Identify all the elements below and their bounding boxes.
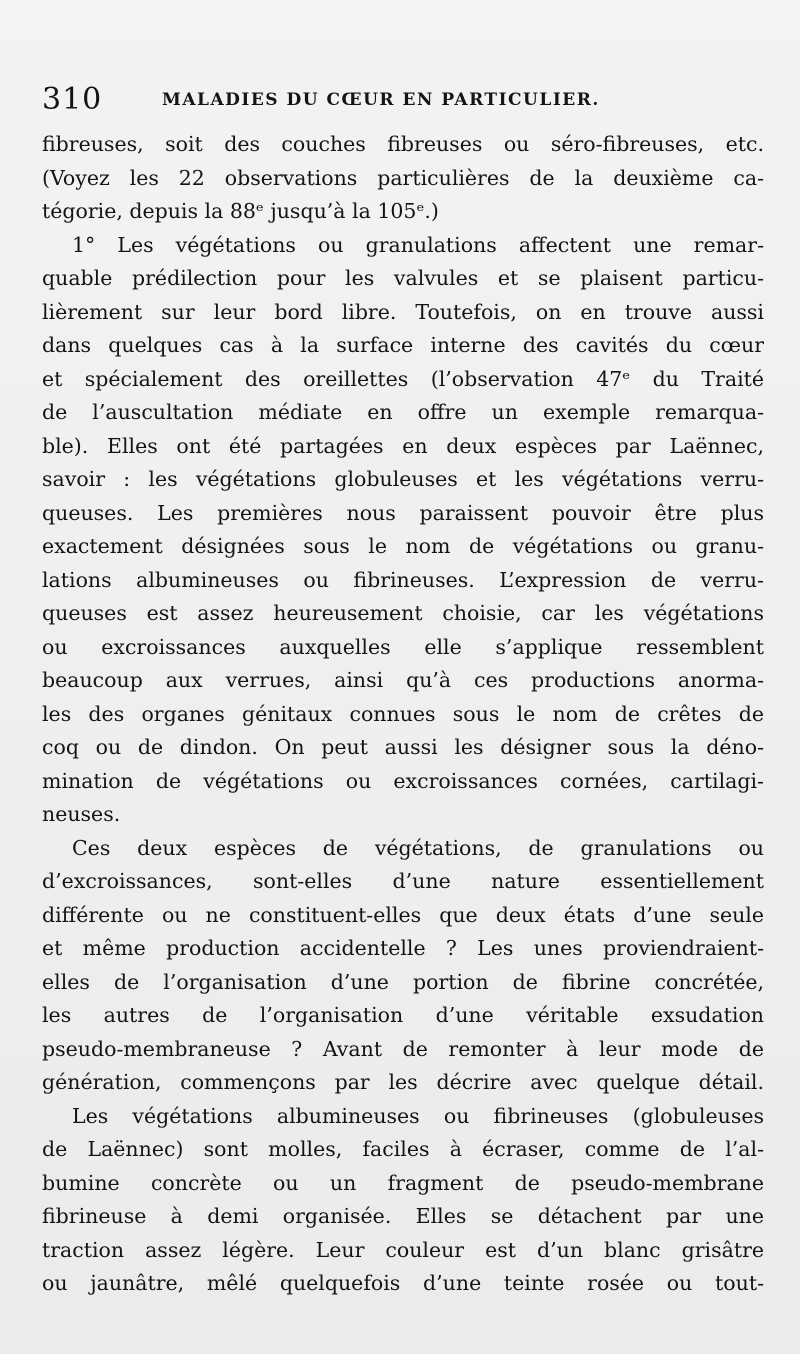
text-line: elles de l’organisation d’une portion de fibrine concrétée, bbox=[42, 969, 764, 994]
text-line: queuses. Les premières nous paraissent pouvoir être plus bbox=[42, 500, 764, 525]
page-number: 310 bbox=[42, 82, 103, 117]
text-line: quable prédilection pour les valvules et se plaisent particu- bbox=[42, 266, 764, 290]
text-line: les autres de l’organisation d’une véritable exsudation bbox=[42, 1003, 764, 1027]
text-line: tégorie, depuis la 88ᵉ jusqu’à la 105ᵉ.) bbox=[42, 199, 439, 223]
text-line: neuses. bbox=[42, 802, 121, 826]
text-line: les des organes génitaux connues sous le nom de crêtes de bbox=[42, 701, 764, 726]
text-line: pseudo-membraneuse ? Avant de remonter à leur mode de bbox=[42, 1036, 764, 1061]
text-line: fibrineuse à demi organisée. Elles se détachent par une bbox=[42, 1204, 764, 1228]
text-line: ble). Elles ont été partagées en deux espèces par Laënnec, bbox=[42, 433, 764, 458]
text-line: Ces deux espèces de végétations, de granulations ou bbox=[72, 835, 764, 860]
text-line: 1° Les végétations ou granulations affectent une remar- bbox=[72, 232, 764, 257]
text-line: ou jaunâtre, mêlé quelquefois d’une teinte rosée ou tout- bbox=[42, 1271, 764, 1295]
text-line: différente ou ne constituent-elles que deux états d’une seule bbox=[42, 902, 764, 927]
text-line: beaucoup aux verrues, ainsi qu’à ces productions anorma- bbox=[42, 668, 764, 692]
text-line: savoir : les végétations globuleuses et les végétations verru- bbox=[42, 467, 764, 491]
text-line: Les végétations albumineuses ou fibrineuses (globuleuses bbox=[72, 1103, 764, 1128]
text-line: et même production accidentelle ? Les unes proviendraient- bbox=[42, 936, 764, 960]
text-line: mination de végétations ou excroissances cornées, cartilagi- bbox=[42, 768, 764, 793]
body-text bbox=[42, 128, 764, 1301]
page-header bbox=[42, 78, 760, 122]
text-line: ou excroissances auxquelles elle s’applique ressemblent bbox=[42, 634, 764, 659]
text-line: de Laënnec) sont molles, faciles à écraser, comme de l’al- bbox=[42, 1137, 764, 1161]
text-line: coq ou de dindon. On peut aussi les désigner sous la déno- bbox=[42, 735, 764, 759]
text-line: de l’auscultation médiate en offre un exemple remarqua- bbox=[42, 400, 764, 424]
text-line: fibreuses, soit des couches fibreuses ou séro-fibreuses, etc. bbox=[42, 132, 764, 156]
text-line: d’excroissances, sont-elles d’une nature essentiellement bbox=[42, 869, 764, 893]
text-line: traction assez légère. Leur couleur est d’un blanc grisâtre bbox=[42, 1237, 764, 1262]
text-line: bumine concrète ou un fragment de pseudo-membrane bbox=[42, 1170, 764, 1195]
text-line: queuses est assez heureusement choisie, car les végétations bbox=[42, 601, 764, 625]
running-title: MALADIES DU CŒUR EN PARTICULIER. bbox=[162, 90, 600, 110]
text-line: dans quelques cas à la surface interne des cavités du cœur bbox=[42, 333, 764, 357]
text-line: lations albumineuses ou fibrineuses. L’expression de verru- bbox=[42, 567, 764, 592]
text-line: lièrement sur leur bord libre. Toutefois, on en trouve aussi bbox=[42, 299, 764, 324]
text-line: exactement désignées sous le nom de végétations ou granu- bbox=[42, 534, 764, 558]
text-line: (Voyez les 22 observations particulières de la deuxième ca- bbox=[42, 165, 764, 190]
text-line: et spécialement des oreillettes (l’observation 47ᵉ du Traité bbox=[42, 366, 764, 391]
text-line: génération, commençons par les décrire avec quelque détail. bbox=[42, 1070, 764, 1094]
